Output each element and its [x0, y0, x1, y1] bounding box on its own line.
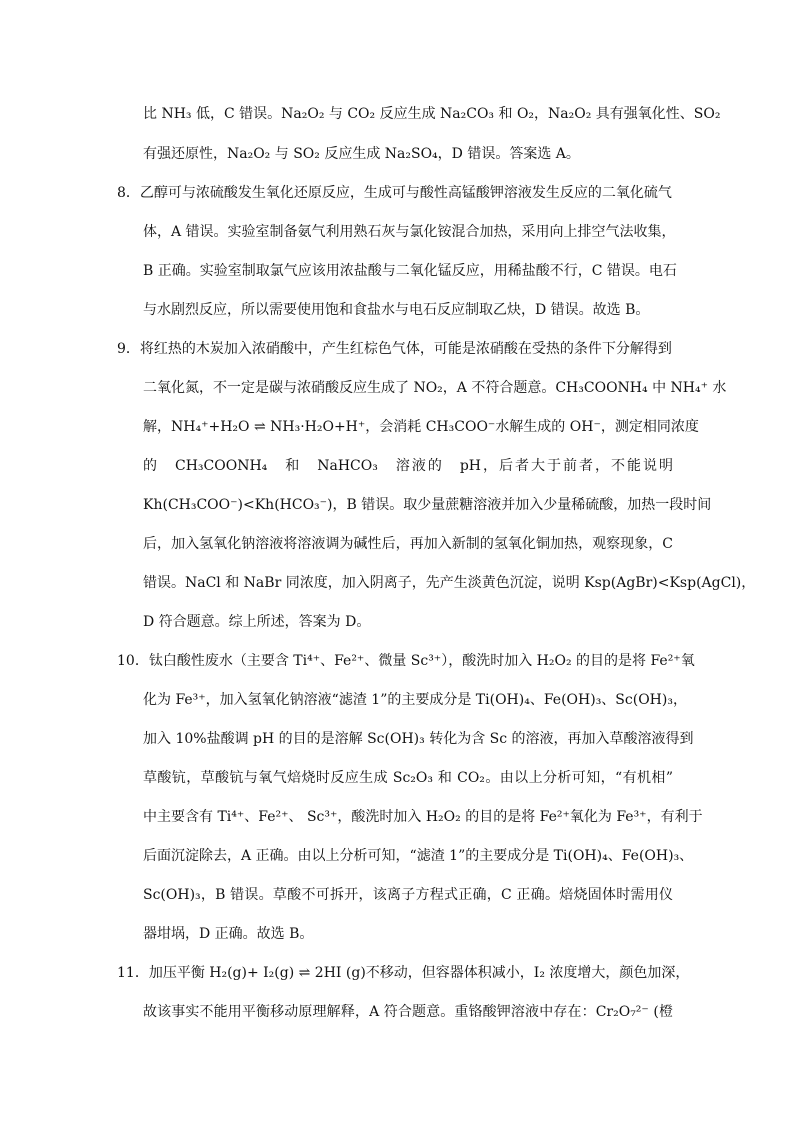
- text-line: 后，加入氢氧化钠溶液将溶液调为碱性后，再加入新制的氢氧化铜加热，观察现象，C: [143, 536, 673, 552]
- text-line: 与水剧烈反应，所以需要使用饱和食盐水与电石反应制取乙炔，D 错误。故选 B。: [143, 302, 650, 318]
- text-line: 二氧化氮，不一定是碳与浓硝酸反应生成了 NO₂，A 不符合题意。CH₃COONH₄ 中 NH₄⁺ 水: [143, 380, 727, 396]
- text-line: 加入 10%盐酸调 pH 的目的是溶解 Sc(OH)₃ 转化为含 Sc 的溶液，再加入草酸溶液得到: [143, 731, 694, 747]
- text-line: 错误。NaCl 和 NaBr 同浓度，加入阴离子，先产生淡黄色沉淀，说明 Ksp(AgBr)<Ksp(AgCl)，: [143, 575, 756, 591]
- text-line: 后面沉淀除去，A 正确。由以上分析可知，“滤渣 1”的主要成分是 Ti(OH)₄、Fe(OH)₃、: [143, 848, 694, 864]
- text-line: B 正确。实验室制取氯气应该用浓盐酸与二氧化锰反应，用稀盐酸不行，C 错误。电石: [143, 263, 677, 279]
- text-line: 9．将红热的木炭加入浓硝酸中，产生红棕色气体，可能是浓硝酸在受热的条件下分解得到: [117, 341, 672, 357]
- text-line: 有强还原性，Na₂O₂ 与 SO₂ 反应生成 Na₂SO₄，D 错误。答案选 A。: [143, 146, 580, 162]
- text-line: 中主要含有 Ti⁴⁺、Fe²⁺、 Sc³⁺，酸洗时加入 H₂O₂ 的目的是将 Fe²⁺氧化为 Fe³⁺，有利于: [143, 809, 703, 825]
- text-line: 10．钛白酸性废水（主要含 Ti⁴⁺、Fe²⁺、微量 Sc³⁺），酸洗时加入 H₂O₂ 的目的是将 Fe²⁺氧: [117, 653, 695, 669]
- text-line: 11．加压平衡 H₂(g)+ I₂(g) ⇌ 2HI (g)不移动，但容器体积减小，I₂ 浓度增大，颜色加深，: [117, 965, 690, 981]
- text-line: D 符合题意。综上所述，答案为 D。: [143, 614, 371, 630]
- text-line: 解，NH₄⁺+H₂O ⇌ NH₃·H₂O+H⁺，会消耗 CH₃COO⁻水解生成的 OH⁻，测定相同浓度: [143, 419, 699, 435]
- text-line: 比 NH₃ 低，C 错误。Na₂O₂ 与 CO₂ 反应生成 Na₂CO₃ 和 O₂，Na₂O₂ 具有强氧化性、SO₂: [143, 106, 721, 122]
- text-line: Sc(OH)₃，B 错误。草酸不可拆开，该离子方程式正确，C 正确。焙烧固体时需用仪: [143, 887, 673, 903]
- text-line: 的 CH₃COONH₄ 和 NaHCO₃ 溶液的 pH，后者大于前者，不能说明: [143, 458, 673, 474]
- text-line: 体，A 错误。实验室制备氨气利用熟石灰与氯化铵混合加热，采用向上排空气法收集，: [143, 224, 676, 240]
- text-line: 草酸钪，草酸钪与氧气焙烧时反应生成 Sc₂O₃ 和 CO₂。由以上分析可知，“有机相”: [143, 770, 673, 786]
- text-line: Kh(CH₃COO⁻)<Kh(HCO₃⁻)，B 错误。取少量蔗糖溶液并加入少量稀硫酸，加热一段时间: [143, 497, 712, 513]
- text-line: 故该事实不能用平衡移动原理解释，A 符合题意。重铬酸钾溶液中存在：Cr₂O₇²⁻ (橙: [143, 1004, 673, 1020]
- text-line: 化为 Fe³⁺，加入氢氧化钠溶液“滤渣 1”的主要成分是 Ti(OH)₄、Fe(OH)₃、Sc(OH)₃，: [143, 692, 687, 708]
- text-line: 8．乙醇可与浓硫酸发生氧化还原反应，生成可与酸性高锰酸钾溶液发生反应的二氧化硫气: [117, 185, 672, 201]
- text-line: 器坩埚，D 正确。故选 B。: [143, 926, 314, 942]
